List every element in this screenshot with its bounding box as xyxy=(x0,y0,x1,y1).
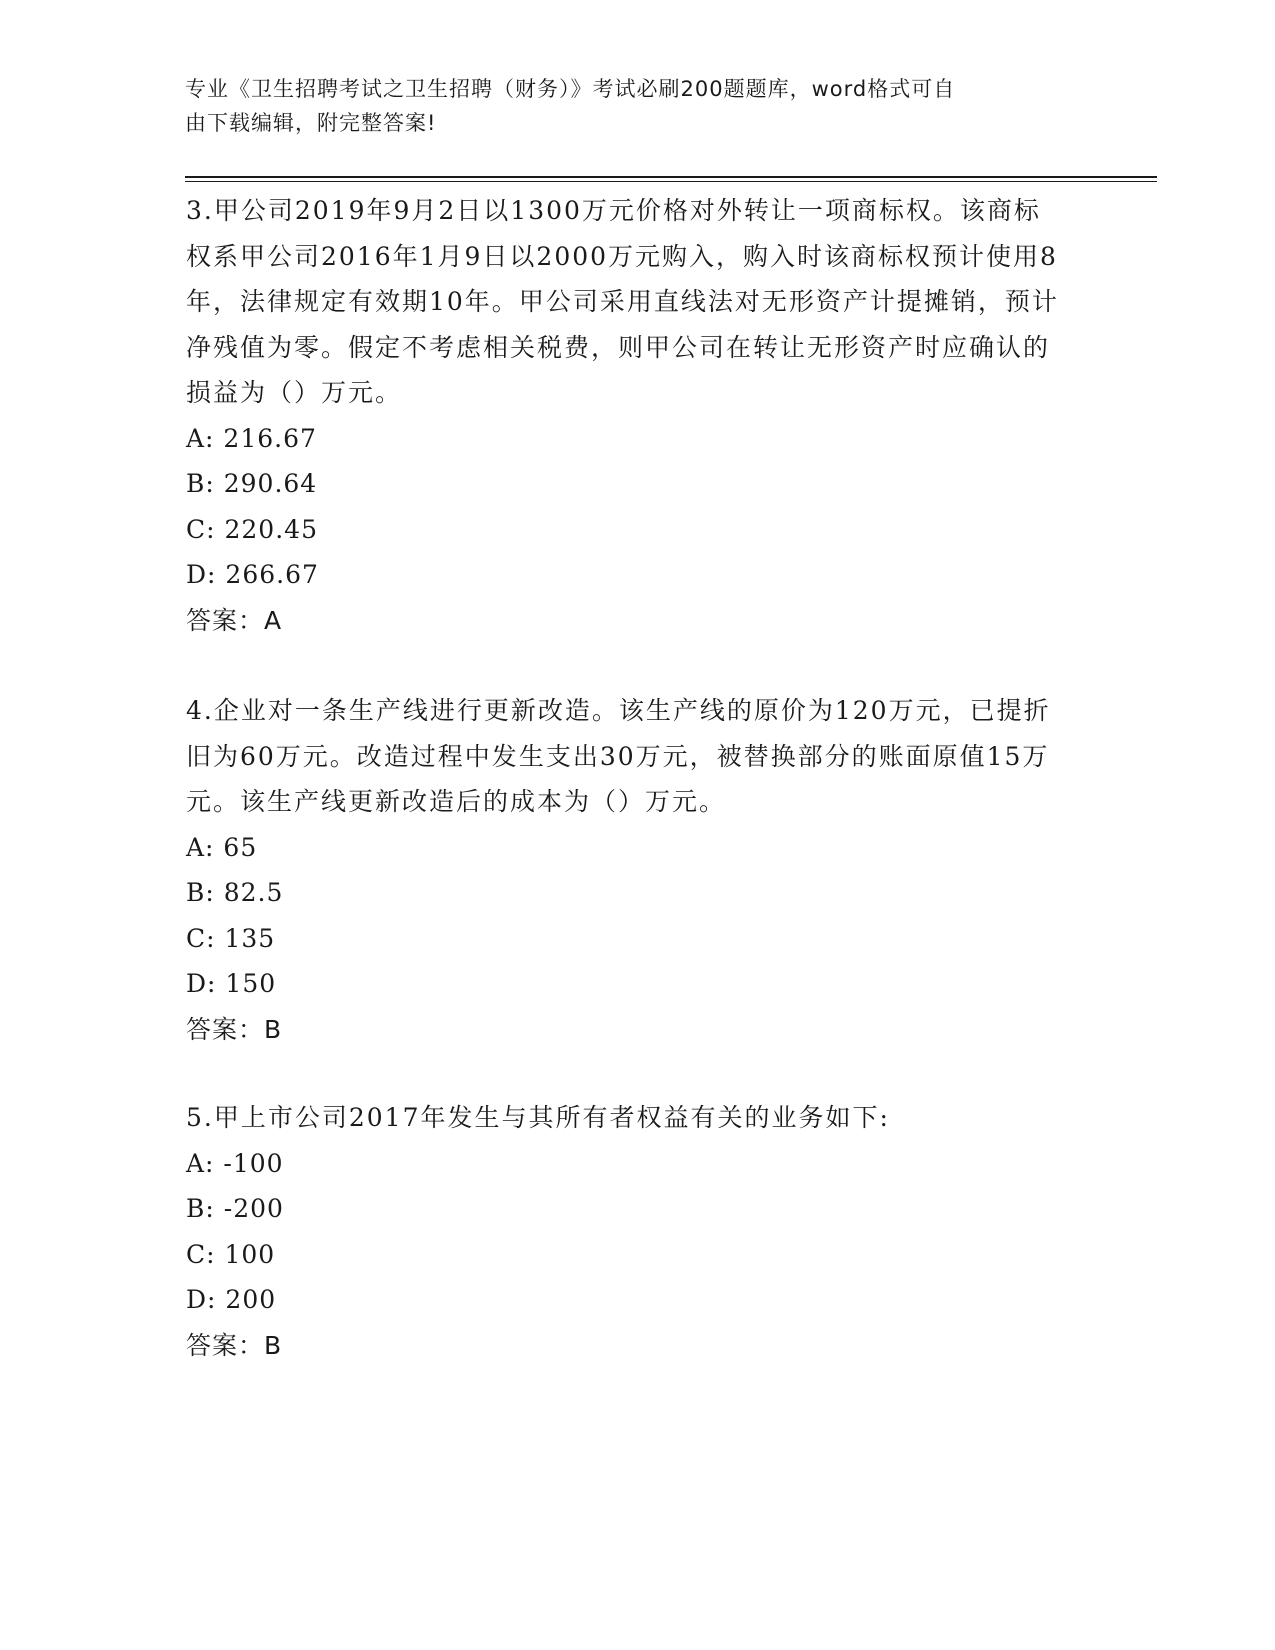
header-line-2: 由下载编辑，附完整答案! xyxy=(185,111,437,135)
question-stem: 4.企业对一条生产线进行更新改造。该生产线的原价为120万元，已提折旧为60万元。改造过程中发生支出30万元，被替换部分的账面原值15万元。该生产线更新改造后的成本为（）万元。 xyxy=(186,696,1051,816)
question-stem: 5.甲上市公司2017年发生与其所有者权益有关的业务如下: xyxy=(186,1103,890,1132)
question-stem: 3.甲公司2019年9月2日以1300万元价格对外转让一项商标权。该商标权系甲公司2016年1月9日以2000万元购入，购入时该商标权预计使用8年，法律规定有效期10年。甲公司采用直线法对无形资产计提摊销，预计净残值为零。假定不考虑相关税费，则甲公司在转让无形资产时应确认的损益为（）万元。 xyxy=(186,196,1059,407)
option-a: A: 216.67 xyxy=(186,423,317,453)
option-b: B: -200 xyxy=(186,1194,284,1223)
option-d: D: 200 xyxy=(186,1285,277,1314)
option-b: B: 82.5 xyxy=(186,878,284,907)
question-4 xyxy=(186,688,1066,1052)
question-3 xyxy=(186,188,1066,643)
option-c: C: 135 xyxy=(186,923,276,953)
answer: 答案：A xyxy=(186,605,283,635)
option-d: D: 266.67 xyxy=(186,560,319,589)
option-a: A: 65 xyxy=(186,832,258,862)
header-divider-thin xyxy=(185,181,1157,182)
header-divider-thick xyxy=(185,176,1157,178)
option-b: B: 290.64 xyxy=(186,469,318,498)
answer: 答案：B xyxy=(186,1330,283,1360)
header-line-1: 专业《卫生招聘考试之卫生招聘（财务）》考试必刷200题题库，word格式可自 xyxy=(185,77,956,101)
question-5 xyxy=(186,1095,1066,1368)
option-d: D: 150 xyxy=(186,969,277,998)
option-a: A: -100 xyxy=(186,1148,284,1178)
option-c: C: 100 xyxy=(186,1239,276,1269)
option-c: C: 220.45 xyxy=(186,514,318,544)
answer: 答案：B xyxy=(186,1014,283,1044)
document-header xyxy=(185,72,1065,140)
